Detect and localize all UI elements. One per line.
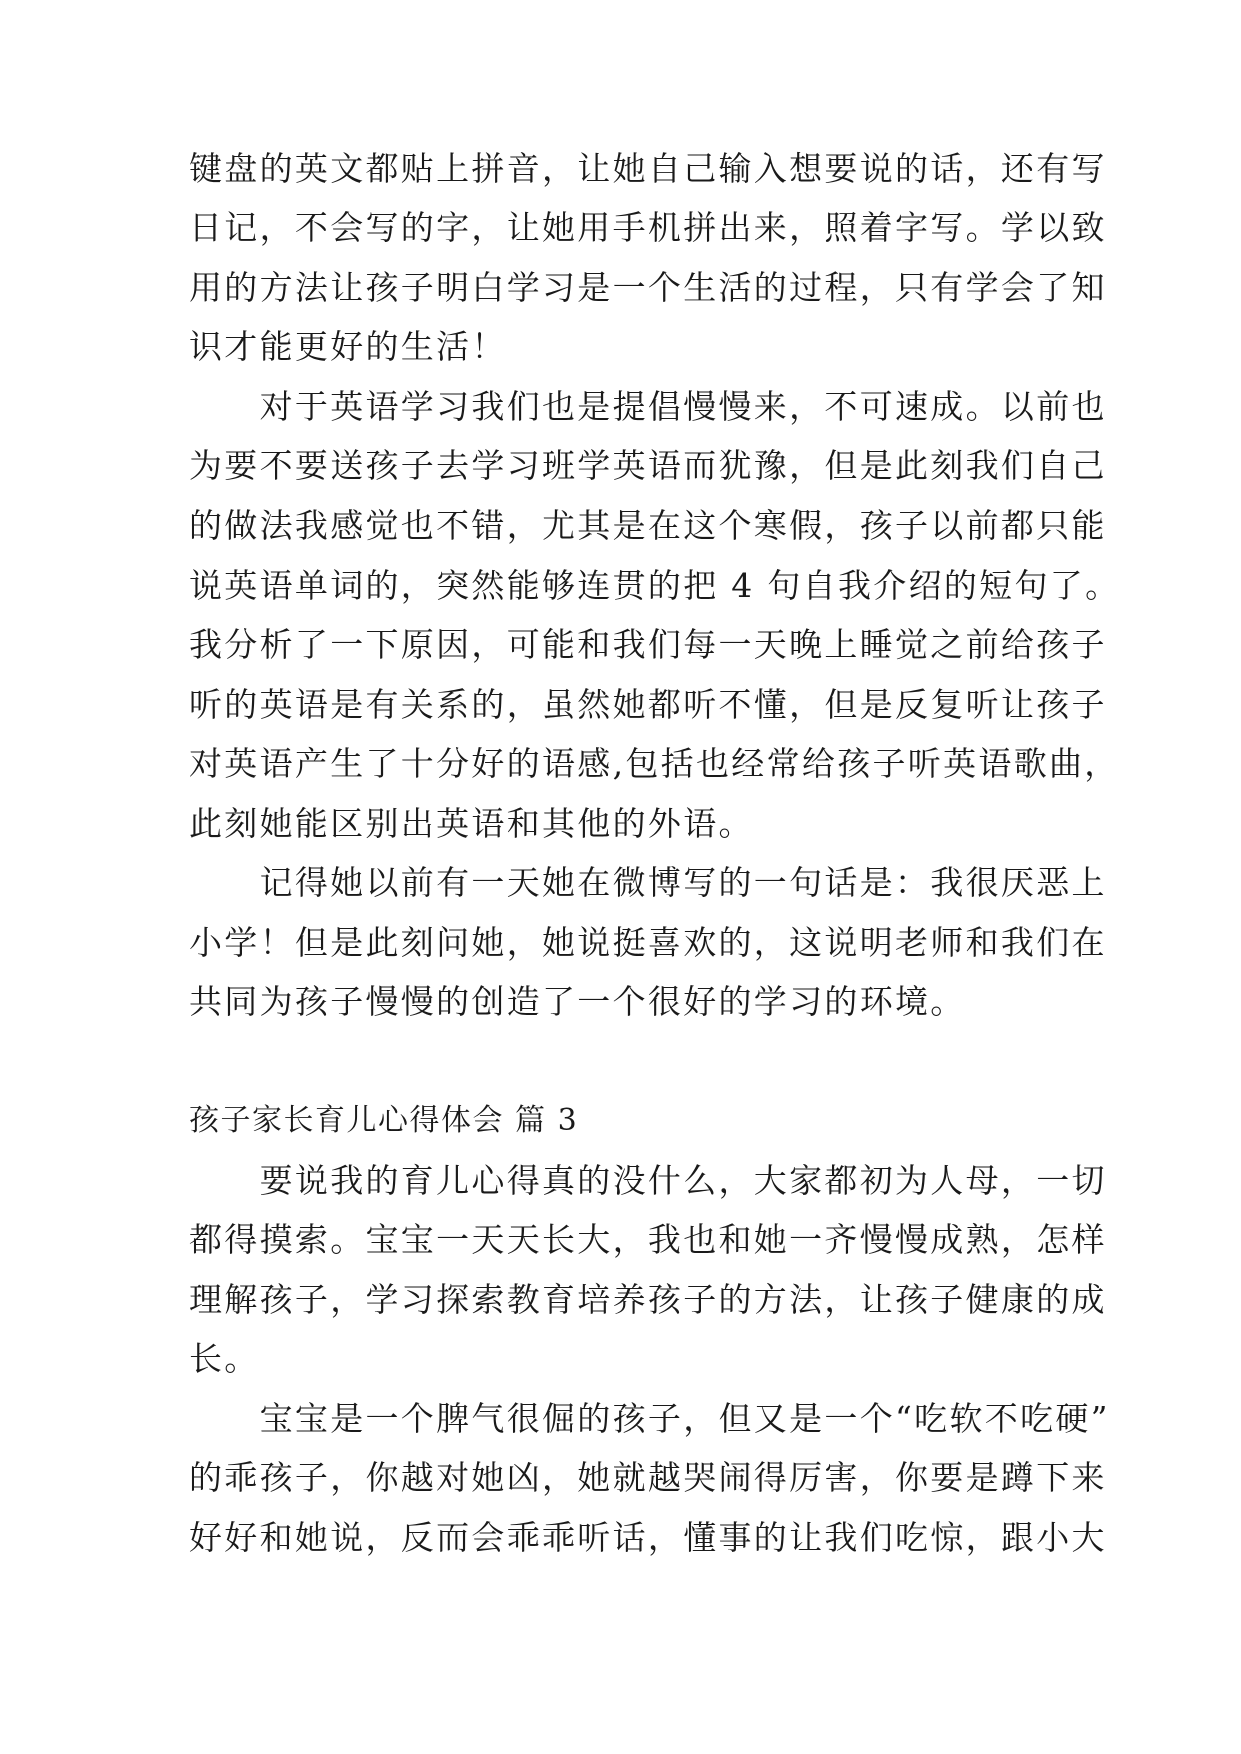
- paragraph-line: 宝宝是一个脾气很倔的孩子，但又是一个“吃软不吃硬”: [189, 1399, 1110, 1438]
- paragraph-line: 要说我的育儿心得真的没什么，大家都初为人母，一切: [189, 1161, 1107, 1200]
- paragraph-line: 记得她以前有一天她在微博写的一句话是：我很厌恶上: [189, 863, 1107, 902]
- paragraph-line: 的做法我感觉也不错，尤其是在这个寒假，孩子以前都只能: [189, 506, 1107, 545]
- paragraph-line: 好好和她说，反而会乖乖听话，懂事的让我们吃惊，跟小大: [189, 1518, 1107, 1557]
- paragraph-line: 都得摸索。宝宝一天天长大，我也和她一齐慢慢成熟，怎样: [189, 1220, 1107, 1259]
- paragraph-line: 对于英语学习我们也是提倡慢慢来，不可速成。以前也: [189, 387, 1107, 426]
- paragraph-line: 长。: [189, 1339, 260, 1378]
- paragraph-line: 听的英语是有关系的，虽然她都听不懂，但是反复听让孩子: [189, 685, 1107, 724]
- paragraph-line: 理解孩子，学习探索教育培养孩子的方法，让孩子健康的成: [189, 1280, 1107, 1319]
- section-heading: 孩子家长育儿心得体会 篇 3: [189, 1103, 579, 1138]
- paragraph-line: 小学！但是此刻问她，她说挺喜欢的，这说明老师和我们在: [189, 923, 1107, 962]
- paragraph-line: 为要不要送孩子去学习班学英语而犹豫，但是此刻我们自己: [189, 446, 1107, 485]
- paragraph-line: 此刻她能区别出英语和其他的外语。: [189, 804, 754, 843]
- paragraph-line: 对英语产生了十分好的语感,包括也经常给孩子听英语歌曲，: [189, 744, 1120, 783]
- paragraph-line: 键盘的英文都贴上拼音，让她自己输入想要说的话，还有写: [189, 149, 1107, 188]
- paragraph-line: 我分析了一下原因，可能和我们每一天晚上睡觉之前给孩子: [189, 625, 1107, 664]
- paragraph-line: 识才能更好的生活！: [189, 327, 507, 366]
- paragraph-line: 日记，不会写的字，让她用手机拼出来，照着字写。学以致: [189, 208, 1107, 247]
- paragraph-line: 说英语单词的，突然能够连贯的把 4 句自我介绍的短句了。: [189, 566, 1121, 605]
- paragraph-line: 的乖孩子，你越对她凶，她就越哭闹得厉害，你要是蹲下来: [189, 1458, 1107, 1497]
- paragraph-line: 用的方法让孩子明白学习是一个生活的过程，只有学会了知: [189, 268, 1107, 307]
- paragraph-line: 共同为孩子慢慢的创造了一个很好的学习的环境。: [189, 982, 966, 1021]
